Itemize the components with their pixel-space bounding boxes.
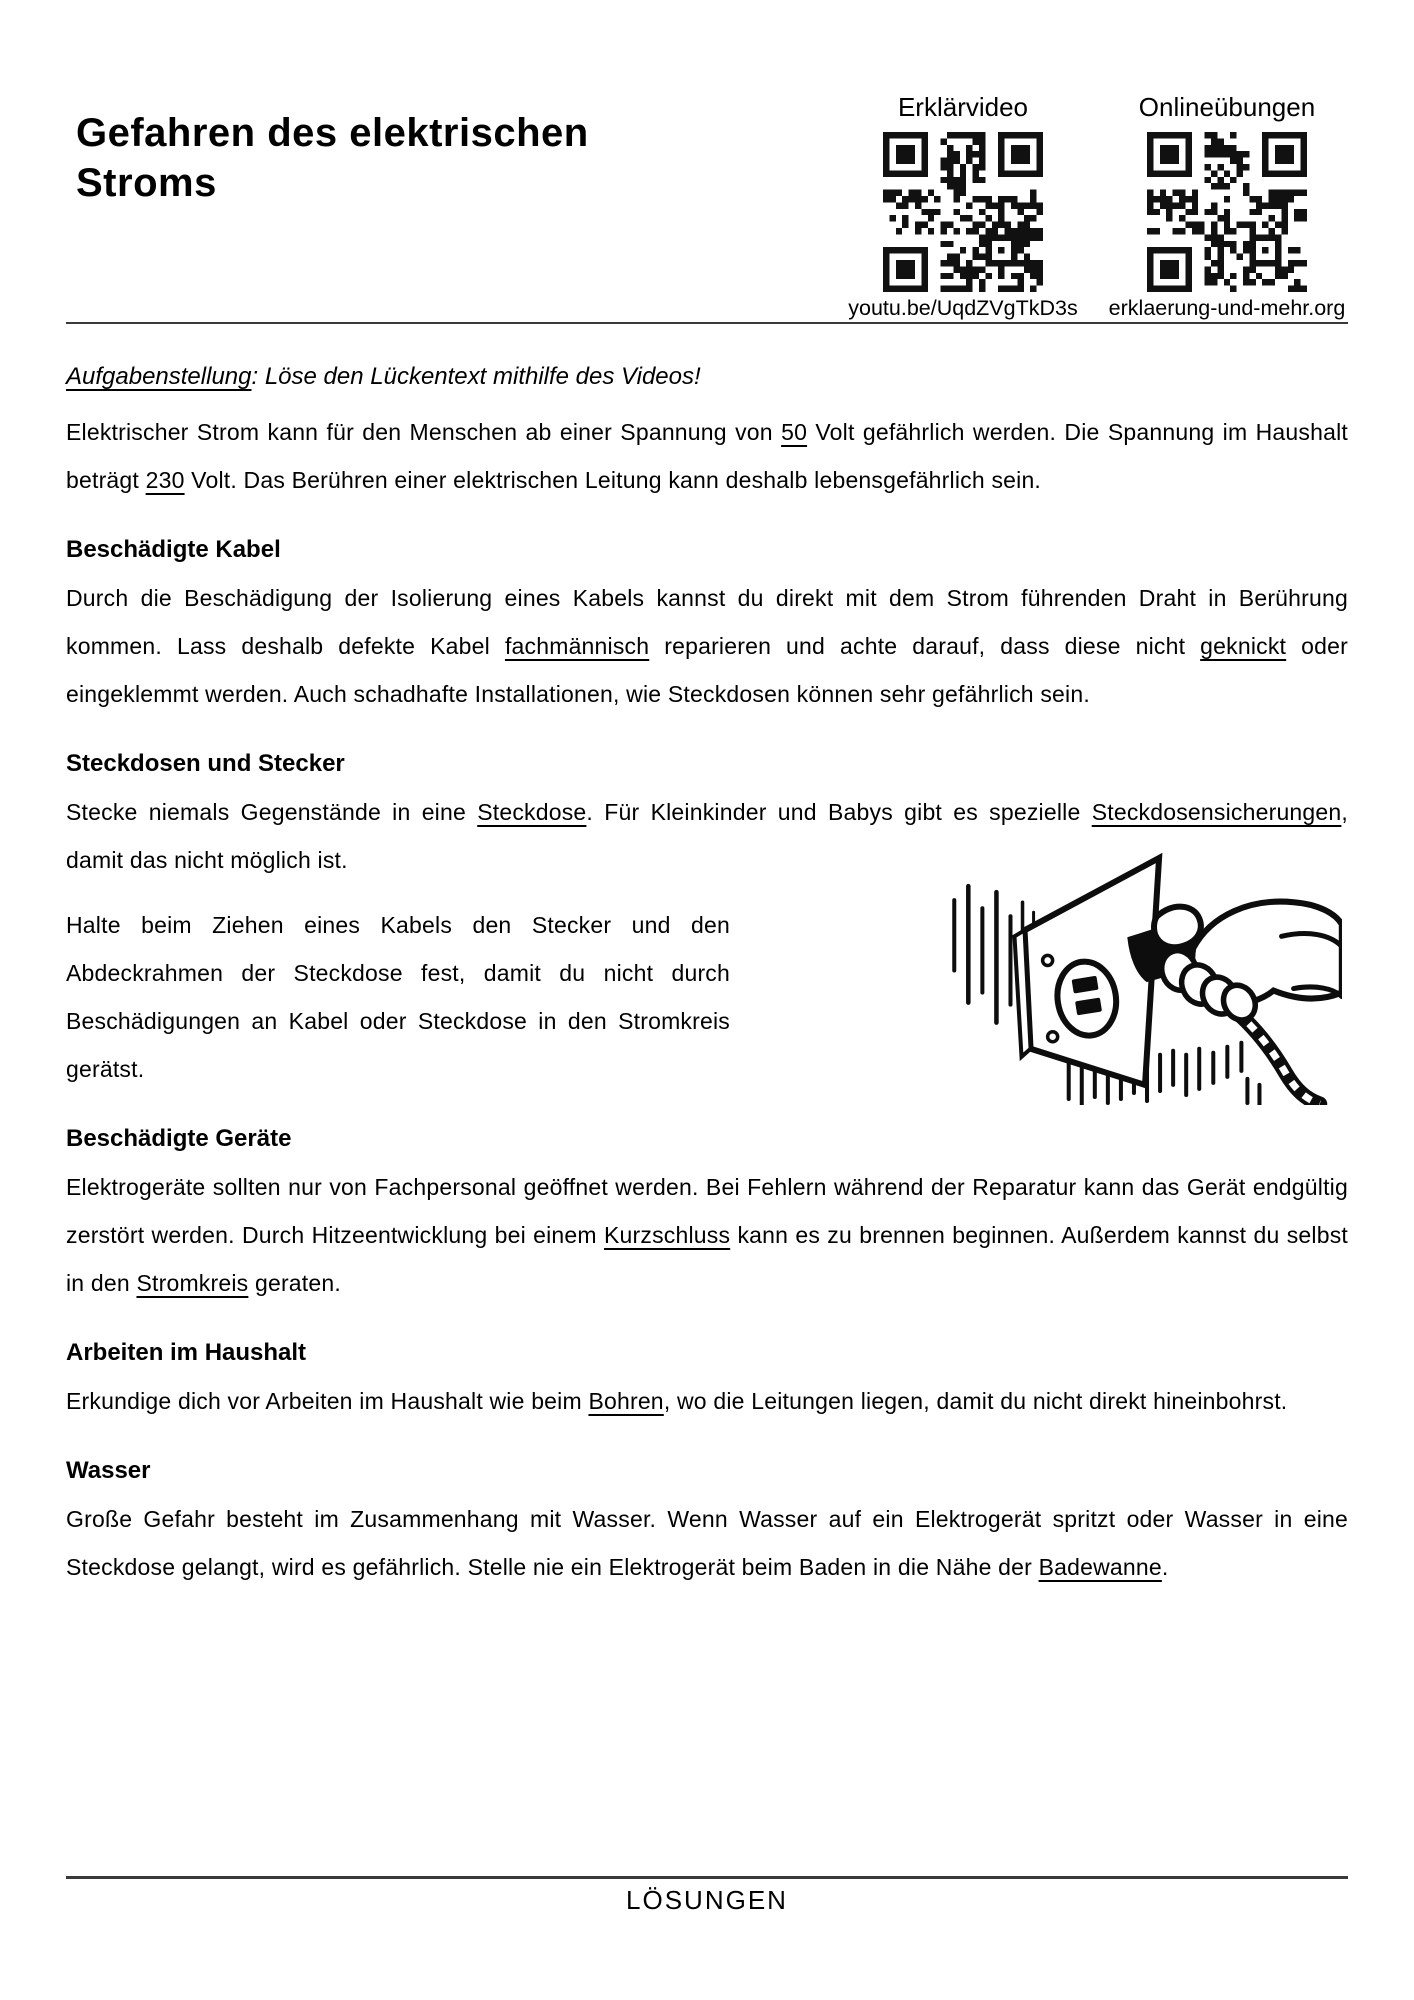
footer <box>66 1876 1348 1915</box>
task-colon: : <box>251 363 265 390</box>
qr-caption-url: erklaerung-und-mehr.org <box>1108 296 1346 320</box>
text-run: Volt gefährlich werden. Die Spannung im Haushalt beträgt <box>66 419 1348 493</box>
section-beschädigte-kabel <box>66 526 1348 718</box>
footer-solutions-label: LÖSUNGEN <box>626 1885 788 1915</box>
paragraph <box>66 1377 1348 1425</box>
text-run: reparieren und achte darauf, dass diese nicht <box>649 633 1201 659</box>
text-run: Durch die Beschädigung der Isolierung eines Kabels kannst du direkt mit dem Strom führenden Draht in Berührung kommen. Lass deshalb defekte Kabel <box>66 585 1348 659</box>
section-wasser <box>66 1447 1348 1591</box>
qr-label: Erklärvideo <box>897 92 1029 122</box>
answer-blank-filled: Steckdose <box>477 799 587 825</box>
text-run: Erkundige dich vor Arbeiten im Haushalt wie beim <box>66 1388 589 1414</box>
answer-blank-filled: fachmännisch <box>504 633 650 659</box>
answer-blank-filled: Bohren <box>588 1388 664 1414</box>
text-run: Elektrogeräte sollten nur von Fachpersonal geöffnet werden. Bei Fehlern während der Reparatur kann das Gerät endgültig zerstört werden. Durch Hitzeentwicklung bei einem <box>66 1174 1348 1248</box>
header-divider <box>66 322 1348 324</box>
qr-code-icon <box>1147 132 1307 292</box>
task-instruction <box>66 362 1348 392</box>
text-run: oder eingeklemmt werden. Auch schadhafte Installationen, wie Steckdosen können sehr gefährlich sein. <box>66 633 1348 707</box>
qr-label: Onlineübungen <box>1138 92 1316 122</box>
task-text: Löse den Lückentext mithilfe des Videos! <box>264 363 701 390</box>
qr-code-icon <box>883 132 1043 292</box>
answer-blank-filled: Steckdosensicherungen <box>1091 799 1342 825</box>
section-heading: Wasser <box>66 1457 151 1484</box>
task-label: Aufgabenstellung <box>66 363 252 390</box>
answer-blank-filled: Badewanne <box>1038 1554 1162 1580</box>
intro-paragraph <box>66 408 1348 504</box>
text-run: Große Gefahr besteht im Zusammenhang mit Wasser. Wenn Wasser auf ein Elektrogerät spritzt oder Wasser in eine Steckdose gelangt, wird es gefährlich. Stelle nie ein Elektrogerät beim Baden in die Nähe der <box>66 1506 1348 1580</box>
qr-block-erklaervideo <box>842 90 1084 320</box>
section-paragraphs <box>66 1377 1348 1425</box>
text-run: , wo die Leitungen liegen, damit du nicht direkt hineinbohrst. <box>663 1388 1288 1414</box>
text-run: Halte beim Ziehen eines Kabels den Stecker und den Abdeckrahmen der Steckdose fest, damit du nicht durch Beschädigungen an Kabel oder Steckdose in den Stromkreis gerätst. <box>66 912 730 1082</box>
section-heading: Beschädigte Geräte <box>66 1125 292 1152</box>
sections-container <box>66 526 1348 1591</box>
text-run: Volt. Das Berühren einer elektrischen Leitung kann deshalb lebensgefährlich sein. <box>184 467 1042 493</box>
qr-caption-url: youtu.be/UqdZVgTkD3s <box>848 296 1078 320</box>
page-title <box>76 108 589 208</box>
text-run: , damit das nicht möglich ist. <box>66 799 1348 873</box>
text-run: geraten. <box>248 1270 341 1296</box>
answer-blank-filled: 230 <box>145 467 185 493</box>
section-arbeiten-im-haushalt <box>66 1329 1348 1425</box>
text-run: kann es zu brennen beginnen. Außerdem kannst du selbst in den <box>66 1222 1348 1296</box>
paragraph <box>66 901 730 1093</box>
section-heading: Arbeiten im Haushalt <box>66 1339 307 1366</box>
page-title-line-2: Stroms <box>76 161 217 205</box>
answer-blank-filled: 50 <box>781 419 808 445</box>
text-run: . <box>1161 1554 1169 1580</box>
paragraph <box>66 1163 1348 1307</box>
qr-block-onlineuebungen <box>1106 90 1348 320</box>
text-run: Stecke niemals Gegenstände in eine <box>66 799 478 825</box>
section-steckdosen-und-stecker <box>66 740 1348 1093</box>
plug-outlet-drawing <box>940 852 1342 1105</box>
paragraph <box>66 574 1348 718</box>
section-beschädigte-geräte <box>66 1115 1348 1307</box>
answer-blank-filled: geknickt <box>1200 633 1287 659</box>
page-title-line-1: Gefahren des elektrischen <box>76 111 589 155</box>
paragraph <box>66 1495 1348 1591</box>
header <box>66 0 1348 320</box>
section-paragraphs <box>66 1163 1348 1307</box>
section-paragraphs <box>66 574 1348 718</box>
hand-pulling-plug-illustration <box>940 852 1342 1105</box>
section-heading: Beschädigte Kabel <box>66 536 281 563</box>
text-run: . Für Kleinkinder und Babys gibt es spezielle <box>586 799 1092 825</box>
section-heading: Steckdosen und Stecker <box>66 750 345 777</box>
answer-blank-filled: Kurzschluss <box>604 1222 731 1248</box>
answer-blank-filled: Stromkreis <box>136 1270 249 1296</box>
section-paragraphs <box>66 1495 1348 1591</box>
qr-area <box>842 90 1348 320</box>
text-run: Elektrischer Strom kann für den Menschen ab einer Spannung von <box>66 419 782 445</box>
